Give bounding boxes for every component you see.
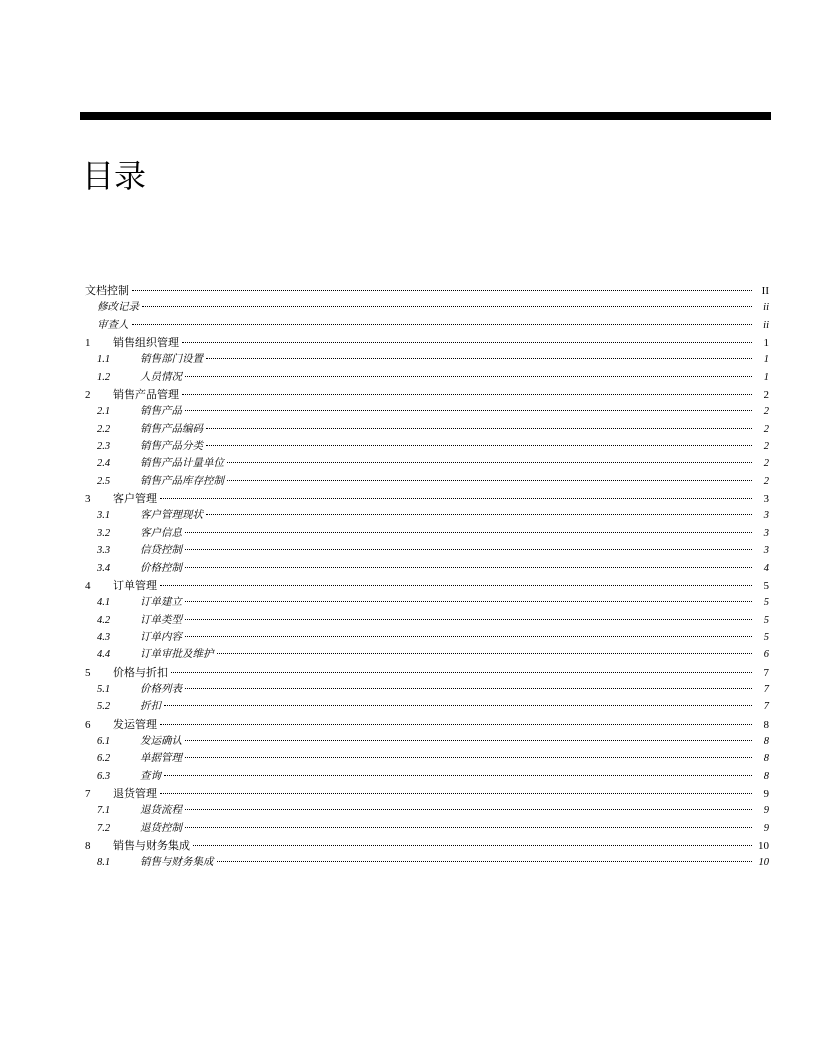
- toc-dot-leader: [185, 600, 752, 602]
- toc-entry-page-number: ii: [763, 319, 769, 331]
- toc-entry-title: 修改记录: [97, 301, 139, 314]
- toc-entry[interactable]: [85, 317, 769, 334]
- toc-entry-number: 7.1: [97, 805, 111, 817]
- toc-entry[interactable]: [85, 629, 769, 646]
- header-rule: [80, 112, 771, 120]
- toc-entry[interactable]: [85, 716, 769, 733]
- toc-entry-title: 销售组织管理: [113, 336, 179, 350]
- toc-dot-leader: [185, 756, 752, 758]
- toc-dot-leader: [185, 826, 752, 828]
- toc-entry-page-number: 5: [763, 579, 769, 592]
- toc-entry-title: 订单管理: [113, 578, 157, 592]
- toc-dot-leader: [185, 409, 752, 411]
- toc-entry-page-number: 2: [763, 458, 769, 470]
- toc-entry-number: 3.4: [97, 562, 111, 574]
- toc-entry-page-number: 2: [763, 389, 769, 402]
- toc-entry-number: 5: [85, 666, 91, 679]
- toc-dot-leader: [185, 687, 752, 689]
- toc-entry[interactable]: [85, 785, 769, 802]
- toc-entry[interactable]: [85, 351, 769, 368]
- toc-entry-page-number: 3: [763, 493, 769, 506]
- toc-dot-leader: [185, 531, 752, 533]
- toc-entry-number: 4.1: [97, 597, 111, 609]
- toc-dot-leader: [164, 704, 752, 706]
- toc-entry[interactable]: [85, 473, 769, 490]
- toc-entry[interactable]: [85, 820, 769, 837]
- toc-entry-page-number: 5: [763, 631, 769, 643]
- toc-dot-leader: [185, 739, 752, 741]
- toc-entry-title: 信贷控制: [140, 544, 182, 557]
- toc-entry-page-number: 1: [763, 337, 769, 350]
- toc-dot-leader: [171, 671, 752, 673]
- toc-entry-page-number: 2: [763, 441, 769, 453]
- toc-entry-number: 4: [85, 579, 91, 592]
- toc-entry-number: 5.1: [97, 683, 111, 695]
- toc-entry-title: 销售产品分类: [140, 440, 203, 453]
- toc-entry-title: 退货控制: [140, 821, 182, 834]
- toc-entry-number: 1.1: [97, 354, 111, 366]
- toc-entry-page-number: 8: [763, 735, 769, 747]
- toc-entry-number: 2.4: [97, 458, 111, 470]
- toc-dot-leader: [160, 723, 752, 725]
- toc-entry-number: 3.3: [97, 545, 111, 557]
- toc-entry-title: 客户管理现状: [140, 509, 203, 522]
- toc-dot-leader: [217, 652, 753, 654]
- toc-entry-title: 折扣: [140, 700, 161, 713]
- toc-entry-number: 3.1: [97, 510, 111, 522]
- toc-dot-leader: [185, 635, 752, 637]
- toc-entry-page-number: 5: [763, 597, 769, 609]
- toc-entry[interactable]: [85, 525, 769, 542]
- toc-entry-number: 6: [85, 718, 91, 731]
- toc-entry-page-number: ii: [763, 302, 769, 314]
- toc-entry-title: 发运确认: [140, 734, 182, 747]
- toc-entry-page-number: 8: [763, 718, 769, 731]
- toc-entry-page-number: II: [761, 285, 769, 297]
- toc-entry[interactable]: [85, 612, 769, 629]
- toc-entry-page-number: 1: [763, 371, 769, 383]
- toc-entry-number: 7: [85, 787, 91, 800]
- toc-entry[interactable]: [85, 733, 769, 750]
- toc-entry[interactable]: [85, 646, 769, 663]
- toc-entry-page-number: 9: [763, 787, 769, 800]
- toc-entry-number: 7.2: [97, 822, 111, 834]
- page-title: 目录: [82, 157, 147, 195]
- toc-entry-number: 4.4: [97, 649, 111, 661]
- toc-entry-number: 8.1: [97, 857, 111, 869]
- toc-entry-title: 销售产品管理: [113, 388, 179, 402]
- toc-dot-leader: [160, 584, 752, 586]
- toc-entry-page-number: 7: [763, 701, 769, 713]
- toc-entry[interactable]: [85, 837, 769, 854]
- toc-entry[interactable]: [85, 768, 769, 785]
- toc-entry-title: 价格与折扣: [113, 665, 168, 679]
- toc-entry-page-number: 2: [763, 475, 769, 487]
- toc-entry-number: 4.3: [97, 631, 111, 643]
- toc-entry[interactable]: [85, 577, 769, 594]
- toc-dot-leader: [206, 444, 752, 446]
- toc-entry-number: 1: [85, 337, 91, 350]
- toc-entry-title: 销售与财务集成: [140, 856, 214, 869]
- toc-entry-page-number: 4: [763, 562, 769, 574]
- toc-entry-number: 6.2: [97, 753, 111, 765]
- toc-entry[interactable]: [85, 507, 769, 524]
- toc-entry-page-number: 10: [758, 840, 769, 852]
- toc-entry-page-number: 1: [763, 354, 769, 366]
- toc-entry-title: 订单类型: [140, 613, 182, 626]
- toc-dot-leader: [185, 375, 752, 377]
- toc-dot-leader: [160, 497, 752, 499]
- toc-entry-title: 客户管理: [113, 492, 157, 506]
- toc-entry-number: 8: [85, 840, 91, 852]
- toc-dot-leader: [227, 461, 752, 463]
- toc-entry-number: 6.1: [97, 735, 111, 747]
- toc-entry[interactable]: [85, 403, 769, 420]
- toc-entry-page-number: 7: [763, 666, 769, 679]
- toc-entry-title: 单据管理: [140, 752, 182, 765]
- toc-dot-leader: [206, 357, 752, 359]
- toc-entry-number: 2.2: [97, 423, 111, 435]
- toc-dot-leader: [132, 323, 753, 325]
- toc-entry-title: 审查人: [97, 318, 129, 331]
- toc-entry-number: 1.2: [97, 371, 111, 383]
- toc-entry[interactable]: [85, 802, 769, 819]
- toc-dot-leader: [206, 427, 752, 429]
- toc-entry-page-number: 3: [763, 510, 769, 522]
- toc-entry-page-number: 2: [763, 406, 769, 418]
- toc-entry[interactable]: [85, 594, 769, 611]
- toc-entry-page-number: 6: [763, 649, 769, 661]
- toc-entry-page-number: 2: [763, 423, 769, 435]
- toc-dot-leader: [185, 548, 752, 550]
- toc-entry-title: 订单审批及维护: [140, 648, 214, 661]
- toc-entry-page-number: 5: [763, 614, 769, 626]
- toc-entry-number: 2.3: [97, 441, 111, 453]
- toc-entry-title: 销售产品库存控制: [140, 474, 224, 487]
- toc-dot-leader: [185, 618, 752, 620]
- toc-entry[interactable]: [85, 299, 769, 316]
- toc-entry-number: 5.2: [97, 701, 111, 713]
- toc-entry[interactable]: [85, 455, 769, 472]
- toc-entry-page-number: 8: [763, 753, 769, 765]
- toc-dot-leader: [217, 860, 753, 862]
- toc-entry-page-number: 3: [763, 527, 769, 539]
- toc-entry-number: 3.2: [97, 527, 111, 539]
- toc-entry-title: 价格控制: [140, 561, 182, 574]
- toc-entry-number: 2: [85, 389, 91, 402]
- toc-entry-page-number: 9: [763, 805, 769, 817]
- toc-dot-leader: [227, 479, 752, 481]
- toc-entry-title: 订单内容: [140, 630, 182, 643]
- toc-entry-page-number: 7: [763, 683, 769, 695]
- toc-entry-title: 人员情况: [140, 370, 182, 383]
- toc-dot-leader: [142, 305, 752, 307]
- toc-entry[interactable]: [85, 750, 769, 767]
- toc-entry[interactable]: [85, 369, 769, 386]
- toc-entry-title: 退货流程: [140, 804, 182, 817]
- toc-entry-title: 退货管理: [113, 786, 157, 800]
- toc-entry-page-number: 3: [763, 545, 769, 557]
- toc-entry[interactable]: [85, 490, 769, 507]
- toc-entry-title: 销售与财务集成: [113, 839, 190, 852]
- toc-dot-leader: [185, 566, 752, 568]
- toc-dot-leader: [132, 289, 752, 291]
- toc-entry-title: 价格列表: [140, 682, 182, 695]
- toc-entry[interactable]: [85, 681, 769, 698]
- toc-dot-leader: [185, 808, 752, 810]
- toc-entry[interactable]: [85, 560, 769, 577]
- toc-entry-title: 销售产品: [140, 405, 182, 418]
- toc-entry[interactable]: [85, 386, 769, 403]
- toc-entry-number: 2.5: [97, 475, 111, 487]
- toc-entry-title: 销售产品编码: [140, 422, 203, 435]
- toc-dot-leader: [206, 513, 752, 515]
- toc-entry-title: 销售部门设置: [140, 353, 203, 366]
- toc-entry-number: 3: [85, 493, 91, 506]
- toc-entry-title: 查询: [140, 769, 161, 782]
- toc-entry[interactable]: [85, 698, 769, 715]
- toc-entry-number: 2.1: [97, 406, 111, 418]
- toc-dot-leader: [164, 774, 752, 776]
- toc-entry[interactable]: [85, 334, 769, 351]
- toc-dot-leader: [193, 844, 752, 846]
- toc-entry-page-number: 10: [758, 857, 769, 869]
- toc-entry[interactable]: [85, 282, 769, 299]
- toc-entry-title: 发运管理: [113, 717, 157, 731]
- toc-entry[interactable]: [85, 854, 769, 871]
- toc-entry-number: 4.2: [97, 614, 111, 626]
- toc-entry-number: 6.3: [97, 770, 111, 782]
- toc-entry-title: 客户信息: [140, 526, 182, 539]
- table-of-contents: [85, 282, 769, 872]
- toc-entry[interactable]: [85, 664, 769, 681]
- toc-entry-page-number: 8: [763, 770, 769, 782]
- toc-entry-title: 文档控制: [85, 284, 129, 297]
- toc-entry-title: 订单建立: [140, 596, 182, 609]
- toc-entry[interactable]: [85, 438, 769, 455]
- toc-dot-leader: [182, 341, 752, 343]
- toc-entry-page-number: 9: [763, 822, 769, 834]
- toc-entry[interactable]: [85, 542, 769, 559]
- toc-entry-title: 销售产品计量单位: [140, 457, 224, 470]
- toc-entry[interactable]: [85, 421, 769, 438]
- toc-dot-leader: [182, 393, 752, 395]
- toc-dot-leader: [160, 792, 752, 794]
